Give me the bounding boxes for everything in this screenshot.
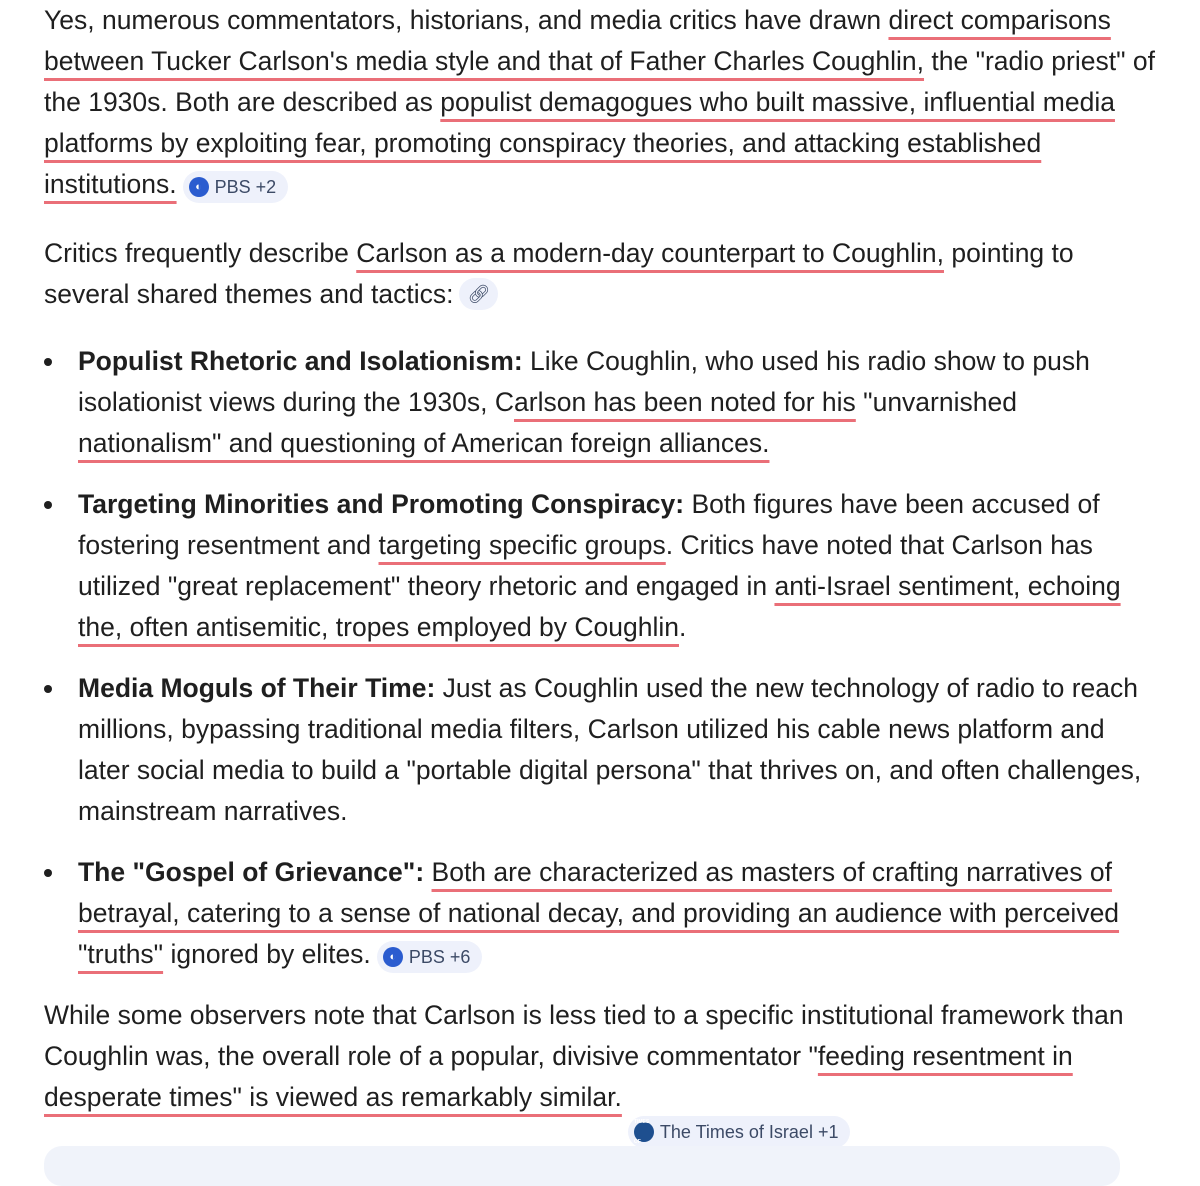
highlight: anti-Israel sentiment, echoing the, often antisemitic, tropes employed by Coughlin [78,571,1121,642]
link-chip[interactable] [459,278,498,310]
link-icon: 🔗︎ [467,284,491,304]
highlight: nationalism" and questioning of American foreign alliances. [78,428,770,458]
list-item: Populist Rhetoric and Isolationism: Like Coughlin, who used his radio show to push isolationist views during the 1930s, Carlson has been noted for his "unvarnished nationalism" and questioning of American foreign alliances. [78,346,1090,458]
highlight: arlson has been noted for his [514,387,856,417]
bullet-title: Media Moguls of Their Time: [78,673,436,703]
bottom-card [44,1146,1120,1186]
intro-paragraph: Yes, numerous commentators, historians, and media critics have drawn direct comparisons between Tucker Carlson's media style and that of Father Charles Coughlin, the "radio priest" of the 1930s. Both are described as populist demagogues who built massive, influential media platforms by exploiting fear, promoting conspiracy theories, and attacking established institutions. ◐ PBS +2 [44,0,1159,205]
bullet-title: The "Gospel of Grievance": [78,857,425,887]
source-chip-times-of-israel[interactable]: THE TIMES OF The Times of Israel +1 [628,1116,851,1148]
list-item: The "Gospel of Grievance": Both are characterized as masters of crafting narratives of betrayal, catering to a sense of national decay, and providing an audience with perceived "truths" ignored by elites. ◐ PBS +6 [44,852,1159,975]
lead-in-paragraph: Critics frequently describe Carlson as a modern-day counterpart to Coughlin, pointing to several shared themes and tactics: 🔗︎ [44,238,1074,309]
pbs-logo-icon: ◐ [189,177,209,197]
highlight: direct comparisons between Tucker Carlson's media style and that of Father Charles Coughlin, [44,5,1111,76]
highlight: Carlson as a modern-day counterpart to Coughlin, [356,238,944,268]
source-chip-pbs[interactable]: ◐ PBS +6 [377,941,483,973]
highlight: populist demagogues who built massive, influential media platforms by exploiting fear, promoting conspiracy theories, and attacking established institutions. [44,87,1115,199]
bullet-title: Targeting Minorities and Promoting Conspiracy: [78,489,685,519]
conclusion-paragraph: While some observers note that Carlson is less tied to a specific institutional framework than Coughlin was, the overall role of a popular, divisive commentator "feeding resentment in desperate times" is viewed as remarkably similar. THE TIMES OF The Times of Israel +1 [44,995,1159,1148]
bullet-list [44,341,1159,975]
list-item: Targeting Minorities and Promoting Conspiracy: Both figures have been accused of fostering resentment and targeting specific groups. Critics have noted that Carlson has utilized "great replacement" theory rhetoric and engaged in anti-Israel sentiment, echoing the, often antisemitic, tropes employed by Coughlin. [78,489,1121,642]
highlight: targeting specific groups [378,530,666,560]
bullet-title: Populist Rhetoric and Isolationism: [78,346,523,376]
times-of-israel-logo-icon: THE TIMES OF [634,1122,654,1142]
response-content [44,0,1159,1148]
pbs-logo-icon: ◐ [383,947,403,967]
source-chip-pbs[interactable]: ◐ PBS +2 [183,171,289,203]
highlight: Both are characterized as masters of crafting narratives of betrayal, catering to a sense of national decay, and providing an audience with perceived "truths" [78,857,1120,969]
highlight: feeding resentment in desperate times" is viewed as remarkably similar. [44,1041,1073,1112]
list-item: Media Moguls of Their Time: Just as Coughlin used the new technology of radio to reach millions, bypassing traditional media filters, Carlson utilized his cable news platform and later social media to build a "portable digital persona" that thrives on, and often challenges, mainstream narratives. [78,673,1142,826]
